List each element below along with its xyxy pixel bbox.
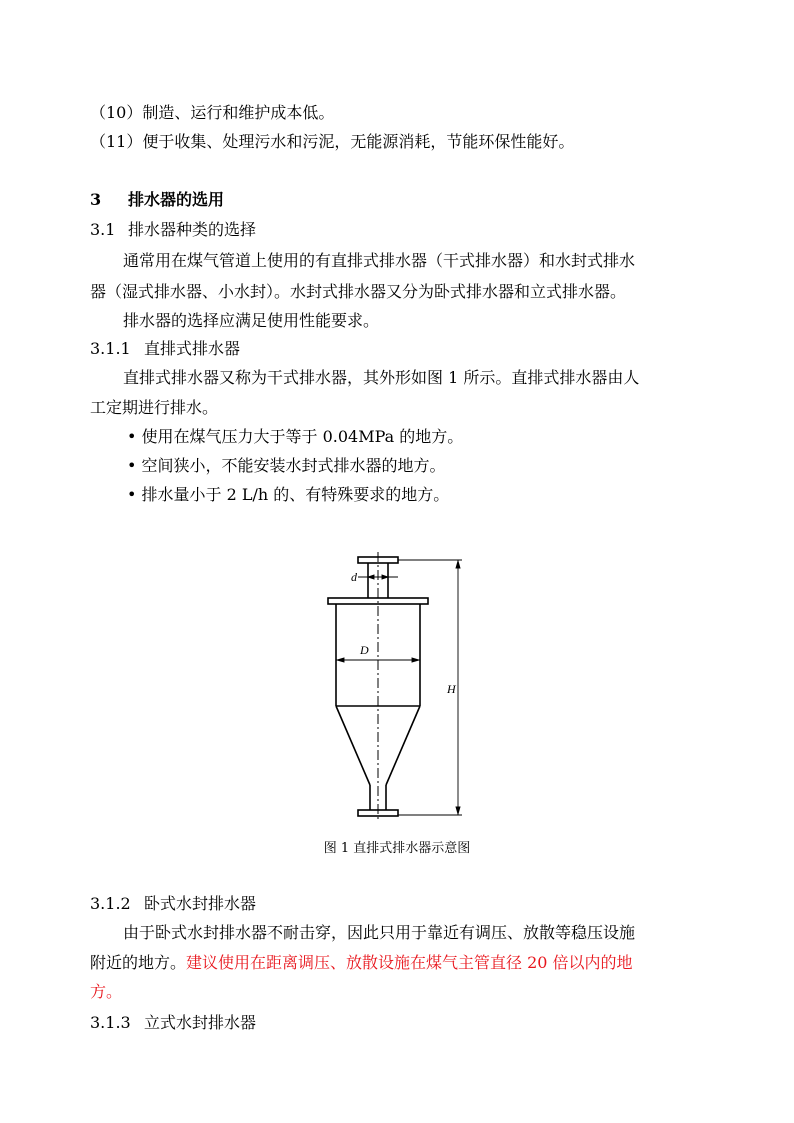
section-3-heading: [90, 189, 730, 211]
section-number: 3.1.1: [90, 339, 131, 358]
paragraph-line: 工定期进行排水。: [90, 398, 219, 417]
paragraph-line: [90, 952, 730, 974]
section-title: 排水器的选用: [128, 190, 225, 209]
drain-device-diagram: [310, 548, 480, 820]
section-number: 3.1: [90, 220, 116, 239]
section-number: 3.1.3: [90, 1013, 131, 1032]
highlighted-recommendation: 方。: [90, 982, 123, 1001]
section-title: 直排式排水器: [144, 339, 241, 358]
paragraph-text: 附近的地方。: [90, 953, 187, 972]
dimension-label-D: D: [360, 643, 369, 657]
section-3-1-1-heading: [90, 338, 730, 360]
section-title: 卧式水封排水器: [144, 894, 257, 913]
bullet-item: • 空间狭小，不能安装水封式排水器的地方。: [127, 456, 446, 475]
section-3-1-heading: [90, 219, 730, 241]
figure-caption: 图 1 直排式排水器示意图: [323, 841, 471, 856]
section-number: 3.1.2: [90, 894, 131, 913]
paragraph-line: 排水器的选择应满足使用性能要求。: [123, 311, 380, 330]
section-3-1-3-heading: [90, 1012, 730, 1034]
paragraph-line: 通常用在煤气管道上使用的有直排式排水器（干式排水器）和水封式排水: [123, 251, 636, 270]
bullet-item: • 使用在煤气压力大于等于 0.04MPa 的地方。: [127, 427, 464, 446]
dimension-label-H: H: [447, 682, 456, 696]
highlighted-recommendation: 建议使用在距离调压、放散设施在煤气主管直径 20 倍以内的地: [186, 953, 633, 972]
paragraph-line: 由于卧式水封排水器不耐击穿，因此只用于靠近有调压、放散等稳压设施: [123, 923, 636, 942]
paragraph-line: 器（湿式排水器、小水封）。水封式排水器又分为卧式排水器和立式排水器。: [90, 282, 627, 301]
section-number: 3: [90, 190, 102, 209]
list-item-10: （10）制造、运行和维护成本低。: [90, 103, 335, 122]
paragraph-line: 直排式排水器又称为干式排水器，其外形如图 1 所示。直排式排水器由人: [123, 368, 640, 387]
bullet-item: • 排水量小于 2 L/h 的、有特殊要求的地方。: [127, 485, 450, 504]
section-title: 立式水封排水器: [144, 1013, 257, 1032]
list-item-11: （11）便于收集、处理污水和污泥，无能源消耗，节能环保性能好。: [90, 132, 575, 151]
section-3-1-2-heading: [90, 893, 730, 915]
dimension-label-d: d: [351, 570, 357, 584]
section-title: 排水器种类的选择: [128, 220, 257, 239]
